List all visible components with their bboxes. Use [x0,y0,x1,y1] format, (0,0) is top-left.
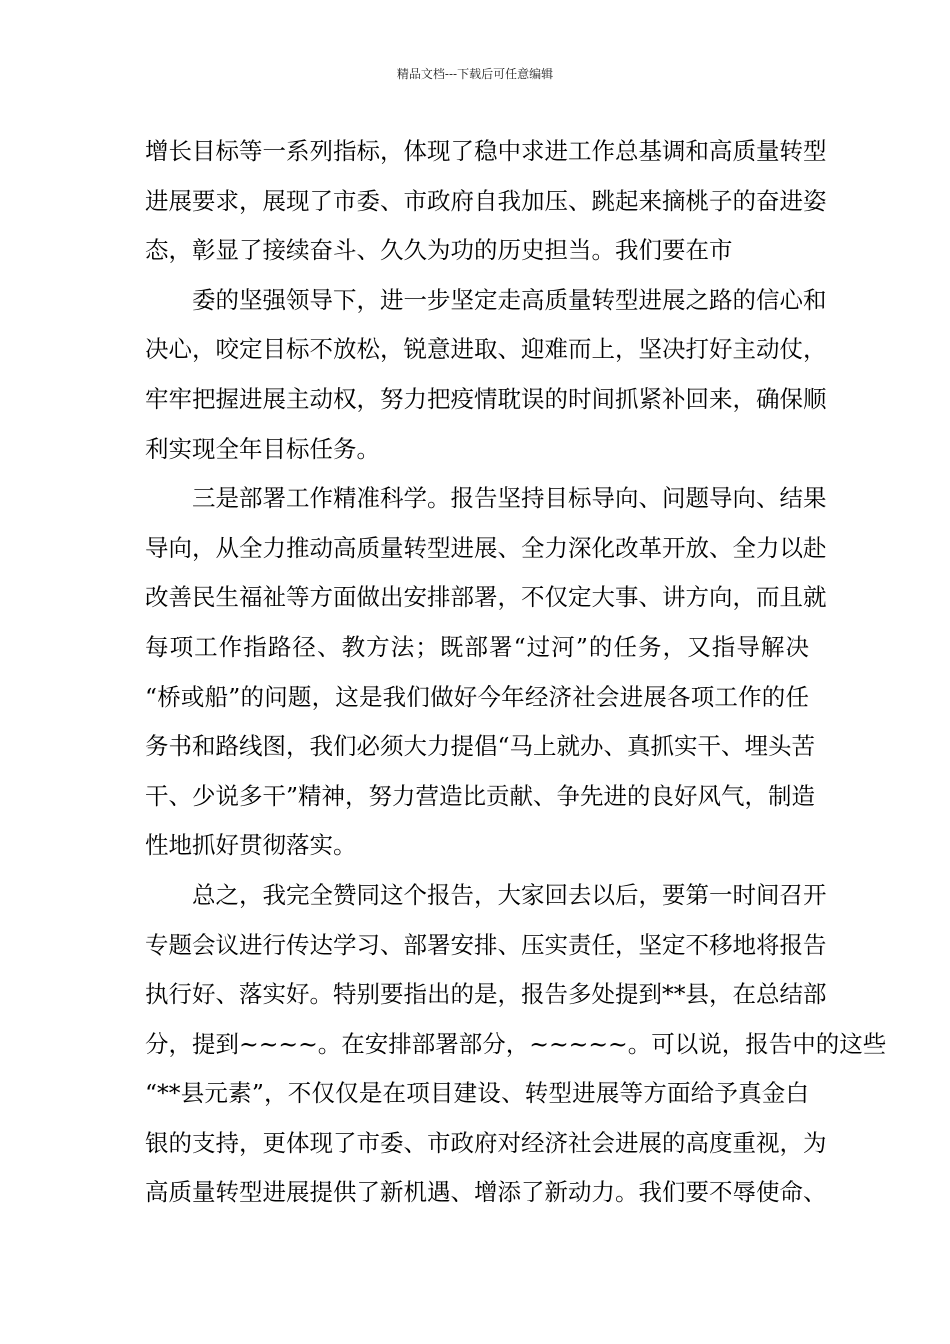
text-line: 性地抓好贯彻落实。 [145,831,357,860]
text-line: 总之，我完全赞同这个报告，大家回去以后，要第一时间召开 [192,880,827,909]
paragraph [145,281,827,479]
text-line: 委的坚强领导下，进一步坚定走高质量转型进展之路的信心和 [192,285,827,314]
text-line: 利实现全年目标任务。 [145,434,380,463]
page-header: 精品文档---下载后可任意编辑 [396,67,554,81]
text-line: 分，提到~~~~。在安排部署部分，~~~~~。可以说，报告中的这些 [145,1029,887,1058]
text-line: 决心，咬定目标不放松，锐意进取、迎难而上，坚决打好主动仗， [145,335,827,364]
text-line: 执行好、落实好。特别要指出的是，报告多处提到**县，在总结部 [145,980,827,1009]
text-line: 专题会议进行传达学习、部署安排、压实责任，坚定不移地将报告 [145,930,827,959]
text-line: 银的支持，更体现了市委、市政府对经济社会进展的高度重视，为 [145,1128,827,1157]
text-line: 务书和路线图，我们必须大力提倡“马上就办、真抓实干、埋头苦 [145,732,816,761]
text-line: 三是部署工作精准科学。报告坚持目标导向、问题导向、结果 [192,484,827,513]
document-body [145,132,887,1223]
paragraph [145,876,887,1223]
text-line: 进展要求，展现了市委、市政府自我加压、跳起来摘桃子的奋进姿 [145,186,827,215]
paragraph [145,479,827,876]
text-line: 导向，从全力推动高质量转型进展、全力深化改革开放、全力以赴 [145,533,827,562]
text-line: 态，彰显了接续奋斗、久久为功的历史担当。我们要在市 [145,236,733,265]
text-line: “**县元素”，不仅仅是在项目建设、转型进展等方面给予真金白 [145,1079,809,1108]
text-line: 改善民生福祉等方面做出安排部署，不仅定大事、讲方向，而且就 [145,583,827,612]
text-line: 每项工作指路径、教方法；既部署“过河”的任务，又指导解决 [145,632,809,661]
text-line: 干、少说多干”精神，努力营造比贡献、争先进的良好风气，制造 [145,781,816,810]
text-line: 增长目标等一系列指标，体现了稳中求进工作总基调和高质量转型 [145,137,827,165]
paragraph [145,132,827,281]
text-line: 牢牢把握进展主动权，努力把疫情耽误的时间抓紧补回来，确保顺 [145,384,827,413]
text-line: “桥或船”的问题，这是我们做好今年经济社会进展各项工作的任 [145,682,809,711]
text-line: 高质量转型进展提供了新机遇、增添了新动力。我们要不辱使命、 [145,1178,827,1207]
